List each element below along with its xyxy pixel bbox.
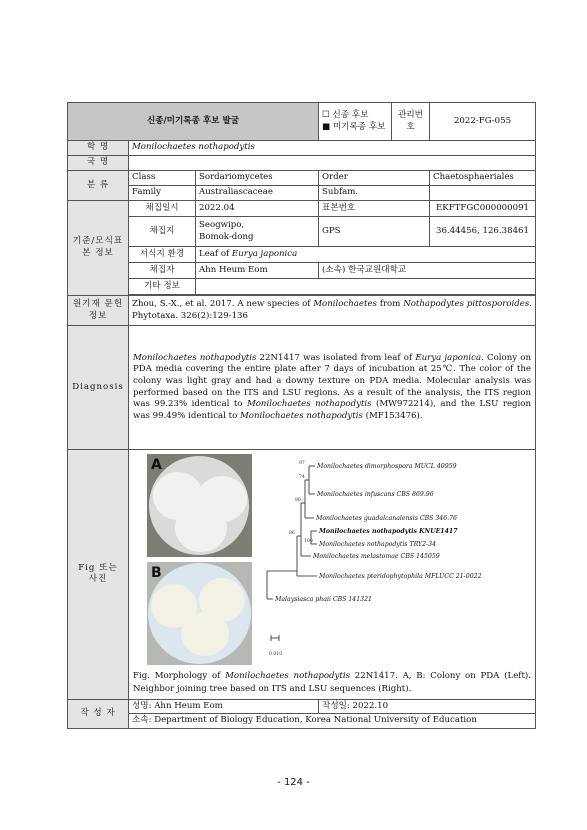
gps-value: 36.44456, 126.38461 — [430, 217, 536, 247]
taxon-label: Monilochaetes nothapodytis TRY2-34 — [319, 541, 437, 548]
colony-plate-a-image — [147, 454, 252, 557]
classification-label: 분 류 — [68, 171, 129, 201]
diagnosis-text: Monilochaetes nothapodytis 22N1417 was isolated from leaf of Eurya japonica. Colony on PDA media covering the entire plate after 7 days of incubation at 25℃. The color of the colony was light gray and had a downy texture on PDA media. Molecular analysis was performed based on the ITS and LSU regions. As a result of the analysis, the ITS region was 99.23% identical to Monilochaetes nothapodytis (MW972214), and the LSU region was 99.49% identical to Monilochaetes nothapodytis (MF153476). — [129, 326, 536, 450]
taxon-label: Malaysiasca phaii CBS 141321 — [275, 596, 372, 603]
author-date: 작성일: 2022.10 — [319, 699, 536, 714]
scale-bar-label: 0.010 — [269, 652, 283, 657]
management-number-label: 관리번호 — [392, 103, 430, 141]
collection-site-value: Seogwipo, Bomok-dong — [196, 217, 319, 247]
figure-label: Fig 또는 사진 — [68, 450, 129, 700]
subfamily-value — [430, 186, 536, 201]
figure-caption: Fig. Morphology of Monilochaetes nothapodytis 22N1417. A, B: Colony on PDA (Left). Neighbor joining tree based on ITS and LSU sequences (Right). — [133, 671, 532, 695]
taxon-label: Monilochaetes pteridophytophila MFLUCC 21-0022 — [319, 573, 482, 580]
collector-value: Ahn Heum Eom — [196, 263, 319, 279]
family-label: Family — [129, 186, 196, 201]
page-number: - 124 - — [277, 777, 310, 788]
bootstrap-value: 86 — [289, 531, 295, 536]
species-record-table — [67, 102, 536, 729]
form-title: 신종/미기록종 후보 발굴 — [68, 103, 319, 141]
collection-date-value: 2022.04 — [196, 201, 319, 217]
taxon-label: Monilochaetes infuscans CBS 869.96 — [317, 491, 434, 498]
bootstrap-value: 90 — [295, 498, 301, 503]
bootstrap-value: 100 — [304, 539, 313, 544]
korean-name-label: 국 명 — [68, 156, 129, 171]
family-value: Australiascaceae — [196, 186, 319, 201]
taxon-label: Monilochaetes melastomae CBS 145059 — [313, 553, 440, 560]
checkbox-filled-icon[interactable]: ■ — [322, 121, 331, 132]
specimen-number-label: 표본번호 — [319, 201, 430, 217]
scientific-name-label: 학 명 — [68, 141, 129, 156]
taxon-label: Monilochaetes guadalcanalensis CBS 346.76 — [316, 515, 457, 522]
habitat-value: Leaf of Eurya japonica — [196, 247, 536, 263]
checkbox-empty-icon[interactable]: ☐ — [322, 109, 330, 120]
diagnosis-label: Diagnosis — [68, 326, 129, 450]
bootstrap-value: 74 — [299, 475, 305, 480]
habitat-label: 서식지 환경 — [129, 247, 196, 263]
specimen-info-label: 기준/모식표 본 정보 — [68, 201, 129, 296]
option-new-label: 신종 후보 — [332, 109, 369, 120]
collection-date-label: 채집일시 — [129, 201, 196, 217]
candidate-type-options — [319, 103, 392, 141]
author-name: 성명: Ahn Heum Eom — [129, 699, 319, 714]
option-new-species[interactable] — [322, 110, 388, 122]
specimen-number-value: EKFTFGC000000091 — [430, 201, 536, 217]
gps-label: GPS — [319, 217, 430, 247]
order-value: Chaetosphaeriales — [430, 171, 536, 186]
bootstrap-value: 97 — [299, 461, 305, 466]
korean-name-value — [129, 156, 536, 171]
other-info-value — [196, 279, 536, 295]
management-number-value: 2022-FG-055 — [430, 103, 536, 141]
collector-label: 채집자 — [129, 263, 196, 279]
option-unrecorded-label: 미기록종 후보 — [332, 121, 386, 132]
taxon-label: Monilochaetes dimorphospora MUCL 40959 — [317, 463, 457, 470]
collector-affiliation: (소속) 한국교원대학교 — [319, 263, 536, 279]
taxon-label-highlight: Monilochaetes nothapodytis KNUE1417 — [319, 528, 458, 535]
figure-cell — [129, 450, 536, 700]
class-label: Class — [129, 171, 196, 186]
reference-label: 원기재 문헌 정보 — [68, 296, 129, 326]
subfamily-label: Subfam. — [319, 186, 430, 201]
reference-value: Zhou, S.-X., et al. 2017. A new species of Monilochaetes from Nothapodytes pittosporoides. Phytotaxa. 326(2):129-136 — [129, 296, 536, 326]
scale-bar — [269, 635, 282, 657]
class-value: Sordariomycetes — [196, 171, 319, 186]
phylogenetic-tree — [259, 456, 587, 666]
other-info-label: 기타 정보 — [129, 279, 196, 295]
author-affiliation: 소속: Department of Biology Education, Korea National University of Education — [129, 714, 536, 729]
collection-site-label: 채집지 — [129, 217, 196, 247]
plate-b-letter: B — [151, 565, 162, 581]
order-label: Order — [319, 171, 430, 186]
option-unrecorded-species[interactable] — [322, 122, 388, 134]
colony-plate-b-image — [147, 562, 252, 665]
plate-a-letter: A — [151, 457, 162, 473]
scientific-name-value: Monilochaetes nothapodytis — [129, 141, 536, 156]
author-label: 작 성 자 — [68, 699, 129, 728]
